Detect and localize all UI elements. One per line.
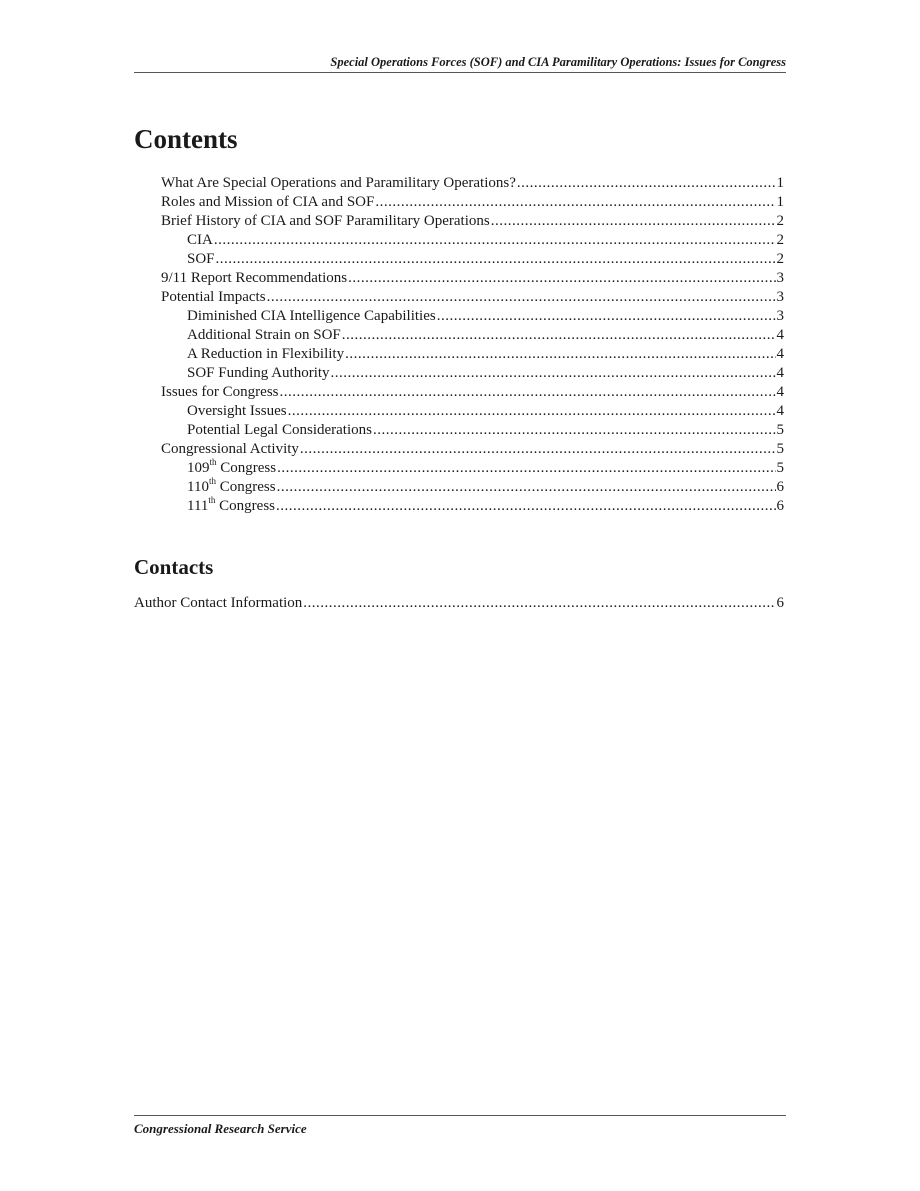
toc-entry[interactable] [134,288,784,307]
toc-entry-title [187,459,276,478]
dot-leader [375,193,775,212]
contacts-list [134,594,784,613]
toc-entry[interactable] [134,440,784,459]
toc-entry-page: 4 [776,384,784,400]
dot-leader [300,440,776,459]
toc-subentry[interactable] [134,497,784,516]
toc-entry-page: 6 [776,498,784,514]
contacts-heading: Contacts [134,555,214,579]
dot-leader [345,345,775,364]
footer-text: Congressional Research Service [134,1121,307,1136]
dot-leader [303,594,775,613]
toc-entry-title: A Reduction in Flexibility [187,346,345,362]
toc-subentry[interactable] [134,345,784,364]
congress-label: Congress [216,460,277,476]
dot-leader [437,307,776,326]
dot-leader [216,250,776,269]
ordinal-suffix: th [209,457,217,467]
toc-entry-title [187,478,276,497]
toc-entry[interactable] [134,383,784,402]
contents-heading: Contents [134,124,238,154]
toc-subentry[interactable] [134,421,784,440]
toc-entry-page: 2 [776,232,784,248]
toc-subentry[interactable] [134,326,784,345]
toc-subentry[interactable] [134,364,784,383]
toc-entry-title: Brief History of CIA and SOF Paramilitary Operations [161,213,490,229]
toc-entry-page: 2 [776,251,784,267]
toc-entry-page: 5 [776,441,784,457]
toc-entry-title: Issues for Congress [161,384,279,400]
toc-entry[interactable] [134,193,784,212]
dot-leader [280,383,776,402]
toc-entry-title: Potential Legal Considerations [187,422,372,438]
dot-leader [277,459,775,478]
toc-entry-page: 4 [776,403,784,419]
congress-label: Congress [215,498,275,514]
toc-entry-page: 4 [776,327,784,343]
toc-subentry[interactable] [134,231,784,250]
toc-entry-title: SOF [187,251,215,267]
toc-entry-page: 5 [776,422,784,438]
toc-entry-page: 3 [776,308,784,324]
ordinal-suffix: th [208,476,216,486]
toc-entry-page: 3 [776,270,784,286]
congress-number: 111 [187,498,209,514]
toc-entry-title: Roles and Mission of CIA and SOF [161,194,375,210]
dot-leader [276,497,776,516]
toc-entry-title: Author Contact Information [134,595,303,611]
toc-entry-title: SOF Funding Authority [187,365,330,381]
dot-leader [214,231,776,250]
toc-entry[interactable] [134,212,784,231]
toc-entry-title: CIA [187,232,213,248]
toc-entry-page: 4 [776,346,784,362]
toc-subentry[interactable] [134,250,784,269]
toc-entry-page: 5 [776,460,784,476]
toc-entry-page: 4 [776,365,784,381]
running-header: Special Operations Forces (SOF) and CIA Paramilitary Operations: Issues for Congress [330,55,786,69]
dot-leader [373,421,776,440]
ordinal-suffix: th [208,495,216,505]
toc-entry-title: Potential Impacts [161,289,266,305]
congress-number: 110 [187,479,209,495]
congress-label: Congress [215,479,276,495]
toc-entry-title: Diminished CIA Intelligence Capabilities [187,308,436,324]
toc-entry-title: Congressional Activity [161,441,299,457]
header-rule [134,72,786,73]
dot-leader [277,478,776,497]
footer-rule [134,1115,786,1116]
toc-entry-title: Additional Strain on SOF [187,327,341,343]
dot-leader [288,402,776,421]
toc-entry-page: 1 [776,175,784,191]
toc-subentry[interactable] [134,307,784,326]
toc-entry[interactable] [134,174,784,193]
congress-number: 109 [187,460,210,476]
dot-leader [517,174,776,193]
table-of-contents [134,174,784,516]
dot-leader [267,288,776,307]
toc-entry-page: 2 [776,213,784,229]
dot-leader [331,364,776,383]
toc-entry-title: Oversight Issues [187,403,287,419]
toc-subentry[interactable] [134,459,784,478]
toc-entry-title [187,497,275,516]
dot-leader [491,212,776,231]
toc-subentry[interactable] [134,478,784,497]
toc-entry-page: 1 [776,194,784,210]
toc-entry-page: 3 [776,289,784,305]
toc-entry[interactable] [134,269,784,288]
toc-entry-page: 6 [776,479,784,495]
dot-leader [348,269,775,288]
toc-entry-title: 9/11 Report Recommendations [161,270,348,286]
toc-entry[interactable] [134,594,784,613]
toc-entry-title: What Are Special Operations and Paramilitary Operations? [161,175,516,191]
toc-entry-page: 6 [776,595,784,611]
toc-subentry[interactable] [134,402,784,421]
dot-leader [342,326,776,345]
